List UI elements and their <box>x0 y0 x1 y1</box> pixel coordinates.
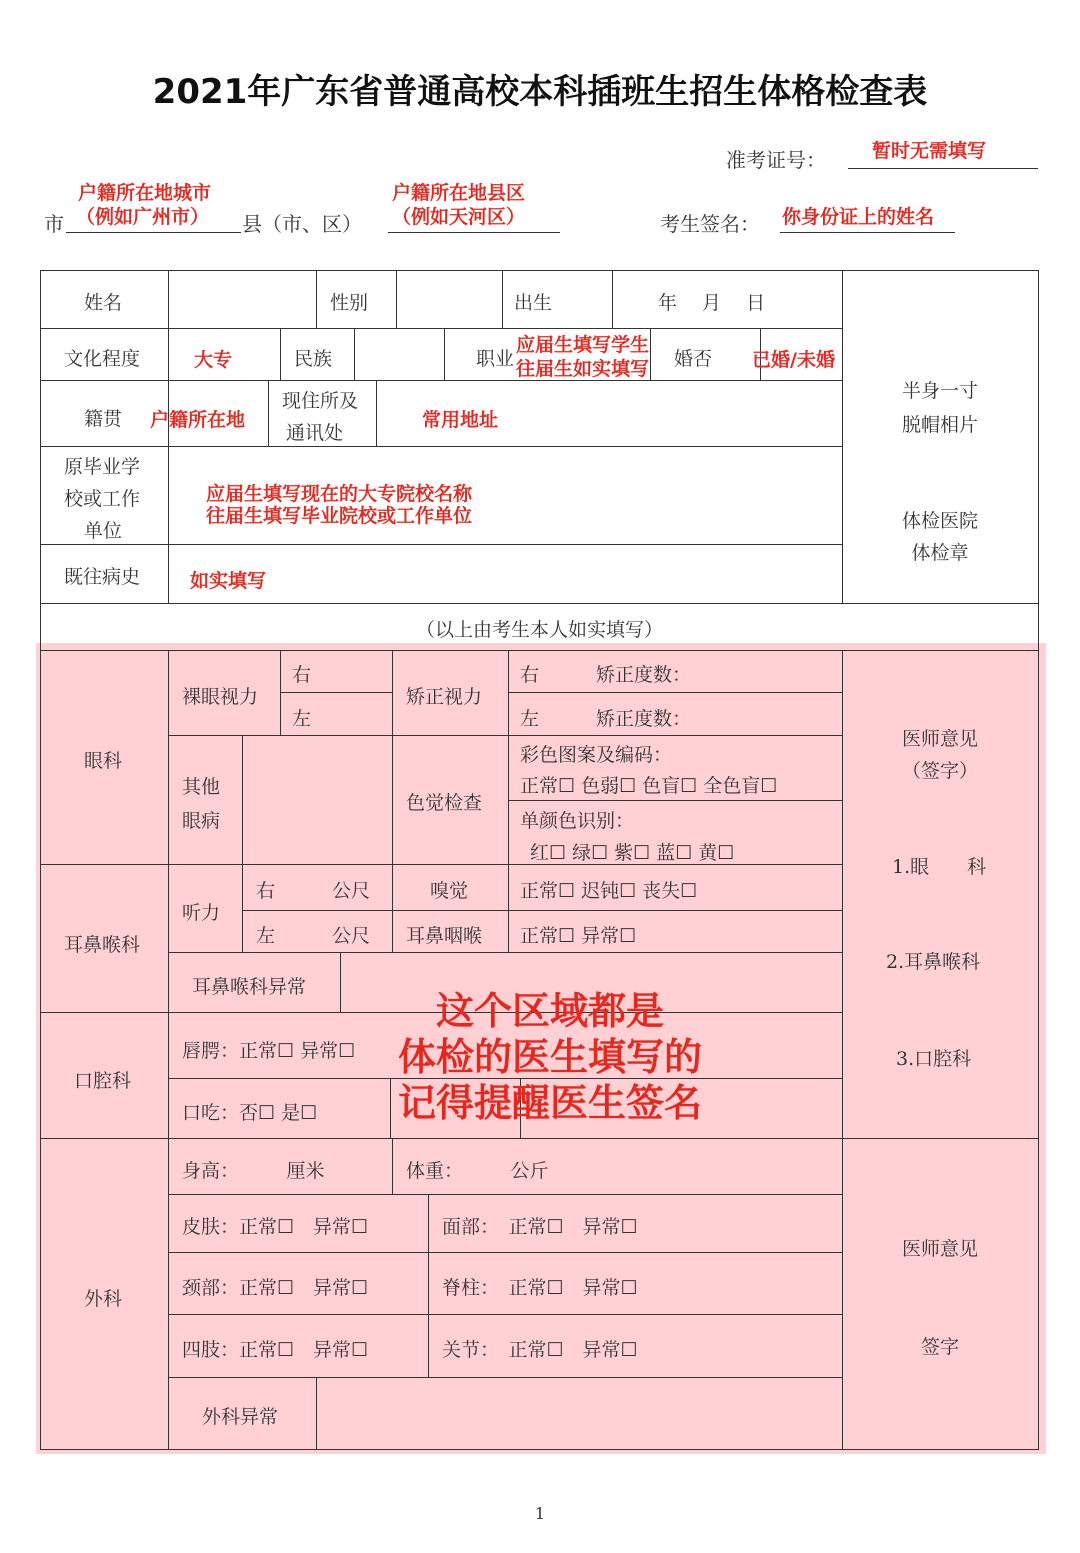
school-value-1[interactable]: 应届生填写现在的大专院校名称 <box>206 483 473 505</box>
overlay-note-1: 这个区域都是 <box>435 989 664 1033</box>
doctor-opinion-label: 医师意见 <box>901 728 978 750</box>
birth-label: 出生 <box>514 292 553 314</box>
sign-field[interactable] <box>780 200 955 233</box>
history-value[interactable]: 如实填写 <box>190 570 267 592</box>
city-field[interactable] <box>66 178 241 233</box>
ethnicity-input[interactable] <box>358 332 440 376</box>
exam-no-field[interactable] <box>848 134 1038 169</box>
native-label: 籍贯 <box>84 408 123 430</box>
education-label: 文化程度 <box>64 348 141 370</box>
marital-label: 婚否 <box>674 348 713 370</box>
oral-label: 口腔科 <box>74 1070 132 1092</box>
stamp-line1: 体检医院 <box>901 510 978 532</box>
single-color-options[interactable]: 红☐ 绿☐ 紫☐ 蓝☐ 黄☐ <box>530 842 735 864</box>
county-label: 县（市、区） <box>242 212 362 236</box>
address-label-2: 通讯处 <box>286 422 344 444</box>
overlay-note-2: 体检的医生填写的 <box>397 1035 702 1079</box>
left-correction: 左 矫正度数： <box>520 708 692 730</box>
joints-options[interactable]: 关节： 正常☐ 异常☐ <box>442 1339 638 1361</box>
naked-right-label: 右 <box>292 664 312 686</box>
city-hint-2: （例如广州市） <box>76 206 210 228</box>
school-label-3: 单位 <box>84 520 123 542</box>
school-label-1: 原毕业学 <box>64 456 141 478</box>
limbs-options[interactable]: 四肢：正常☐ 异常☐ <box>182 1339 369 1361</box>
right-correction: 右 矫正度数： <box>520 664 692 686</box>
naked-left-label: 左 <box>292 708 312 730</box>
page-number: 1 <box>534 1504 546 1523</box>
face-options[interactable]: 面部： 正常☐ 异常☐ <box>442 1216 638 1238</box>
surgery-abnormal-label: 外科异常 <box>202 1406 279 1428</box>
ent-label: 耳鼻喉科 <box>64 934 141 956</box>
occupation-value-2[interactable]: 往届生如实填写 <box>516 358 650 380</box>
birth-date[interactable]: 年 月 日 <box>658 292 766 314</box>
address-value[interactable]: 常用地址 <box>422 409 499 431</box>
naked-vision-label: 裸眼视力 <box>182 686 259 708</box>
throat-label: 耳鼻咽喉 <box>406 925 483 947</box>
exam-no-value: 暂时无需填写 <box>872 140 987 162</box>
weight-field[interactable]: 体重： 公斤 <box>406 1160 549 1182</box>
smell-options[interactable]: 正常☐ 迟钝☐ 丧失☐ <box>520 880 698 902</box>
name-label: 姓名 <box>84 292 123 314</box>
skin-options[interactable]: 皮肤：正常☐ 异常☐ <box>182 1216 369 1238</box>
native-value[interactable]: 户籍所在地 <box>150 409 246 431</box>
page-title: 2021年广东省普通高校本科插班生招生体格检查表 <box>152 72 928 112</box>
color-options[interactable]: 正常☐ 色弱☐ 色盲☐ 全色盲☐ <box>520 775 778 797</box>
dept-ent: 2.耳鼻喉科 <box>886 951 981 973</box>
self-fill-note: （以上由考生本人如实填写） <box>415 619 663 641</box>
height-field[interactable]: 身高： 厘米 <box>182 1160 325 1182</box>
hearing-label: 听力 <box>182 902 221 924</box>
gender-input[interactable] <box>400 274 498 324</box>
city-label: 市 <box>44 212 64 236</box>
color-check-label: 色觉检查 <box>406 792 483 814</box>
exam-no-label: 准考证号： <box>726 148 826 172</box>
name-input[interactable] <box>172 274 312 324</box>
right-meter: 右 公尺 <box>256 880 371 902</box>
left-meter: 左 公尺 <box>256 925 371 947</box>
education-value[interactable]: 大专 <box>194 349 233 371</box>
dept-oral: 3.口腔科 <box>896 1048 972 1070</box>
school-label-2: 校或工作 <box>64 488 141 510</box>
occupation-value-1[interactable]: 应届生填写学生 <box>516 334 650 356</box>
other-eye-label-1: 其他 <box>182 776 221 798</box>
ethnicity-label: 民族 <box>294 348 333 370</box>
sign-label: 考生签名： <box>660 212 760 236</box>
county-field[interactable] <box>388 178 560 233</box>
single-color-label: 单颜色识别： <box>520 810 635 832</box>
eye-label: 眼科 <box>84 750 123 772</box>
photo-line2: 脱帽相片 <box>901 414 978 436</box>
stamp-line2: 体检章 <box>911 542 969 564</box>
throat-options[interactable]: 正常☐ 异常☐ <box>520 925 637 947</box>
gender-label: 性别 <box>330 292 369 314</box>
surgery-label: 外科 <box>84 1288 123 1310</box>
surgery-sign-label: 签字 <box>920 1336 959 1358</box>
smell-label: 嗅觉 <box>430 880 469 902</box>
color-pattern-label: 彩色图案及编码： <box>520 744 673 766</box>
doctor-sign-label: （签字） <box>901 760 978 782</box>
surgery-opinion-label: 医师意见 <box>901 1238 978 1260</box>
neck-options[interactable]: 颈部：正常☐ 异常☐ <box>182 1277 369 1299</box>
overlay-note-3: 记得提醒医生签名 <box>397 1081 702 1125</box>
marital-value[interactable]: 已婚/未婚 <box>752 349 835 371</box>
corrected-vision-label: 矫正视力 <box>406 686 483 708</box>
county-hint-1: 户籍所在地县区 <box>392 182 526 204</box>
dept-eye: 1.眼 科 <box>892 856 987 878</box>
county-hint-2: （例如天河区） <box>392 206 526 228</box>
photo-line1: 半身一寸 <box>901 380 978 402</box>
lips-options[interactable]: 唇腭：正常☐ 异常☐ <box>182 1040 356 1062</box>
ent-abnormal-label: 耳鼻喉科异常 <box>192 976 307 998</box>
other-eye-label-2: 眼病 <box>182 810 221 832</box>
city-hint-1: 户籍所在地城市 <box>78 182 212 204</box>
school-value-2[interactable]: 往届生填写毕业院校或工作单位 <box>206 505 473 527</box>
stutter-options[interactable]: 口吃：否☐ 是☐ <box>182 1102 318 1124</box>
history-label: 既往病史 <box>64 566 141 588</box>
sign-value: 你身份证上的姓名 <box>782 206 935 228</box>
occupation-label: 职业 <box>476 348 515 370</box>
address-label-1: 现住所及 <box>282 390 359 412</box>
spine-options[interactable]: 脊柱： 正常☐ 异常☐ <box>442 1277 638 1299</box>
